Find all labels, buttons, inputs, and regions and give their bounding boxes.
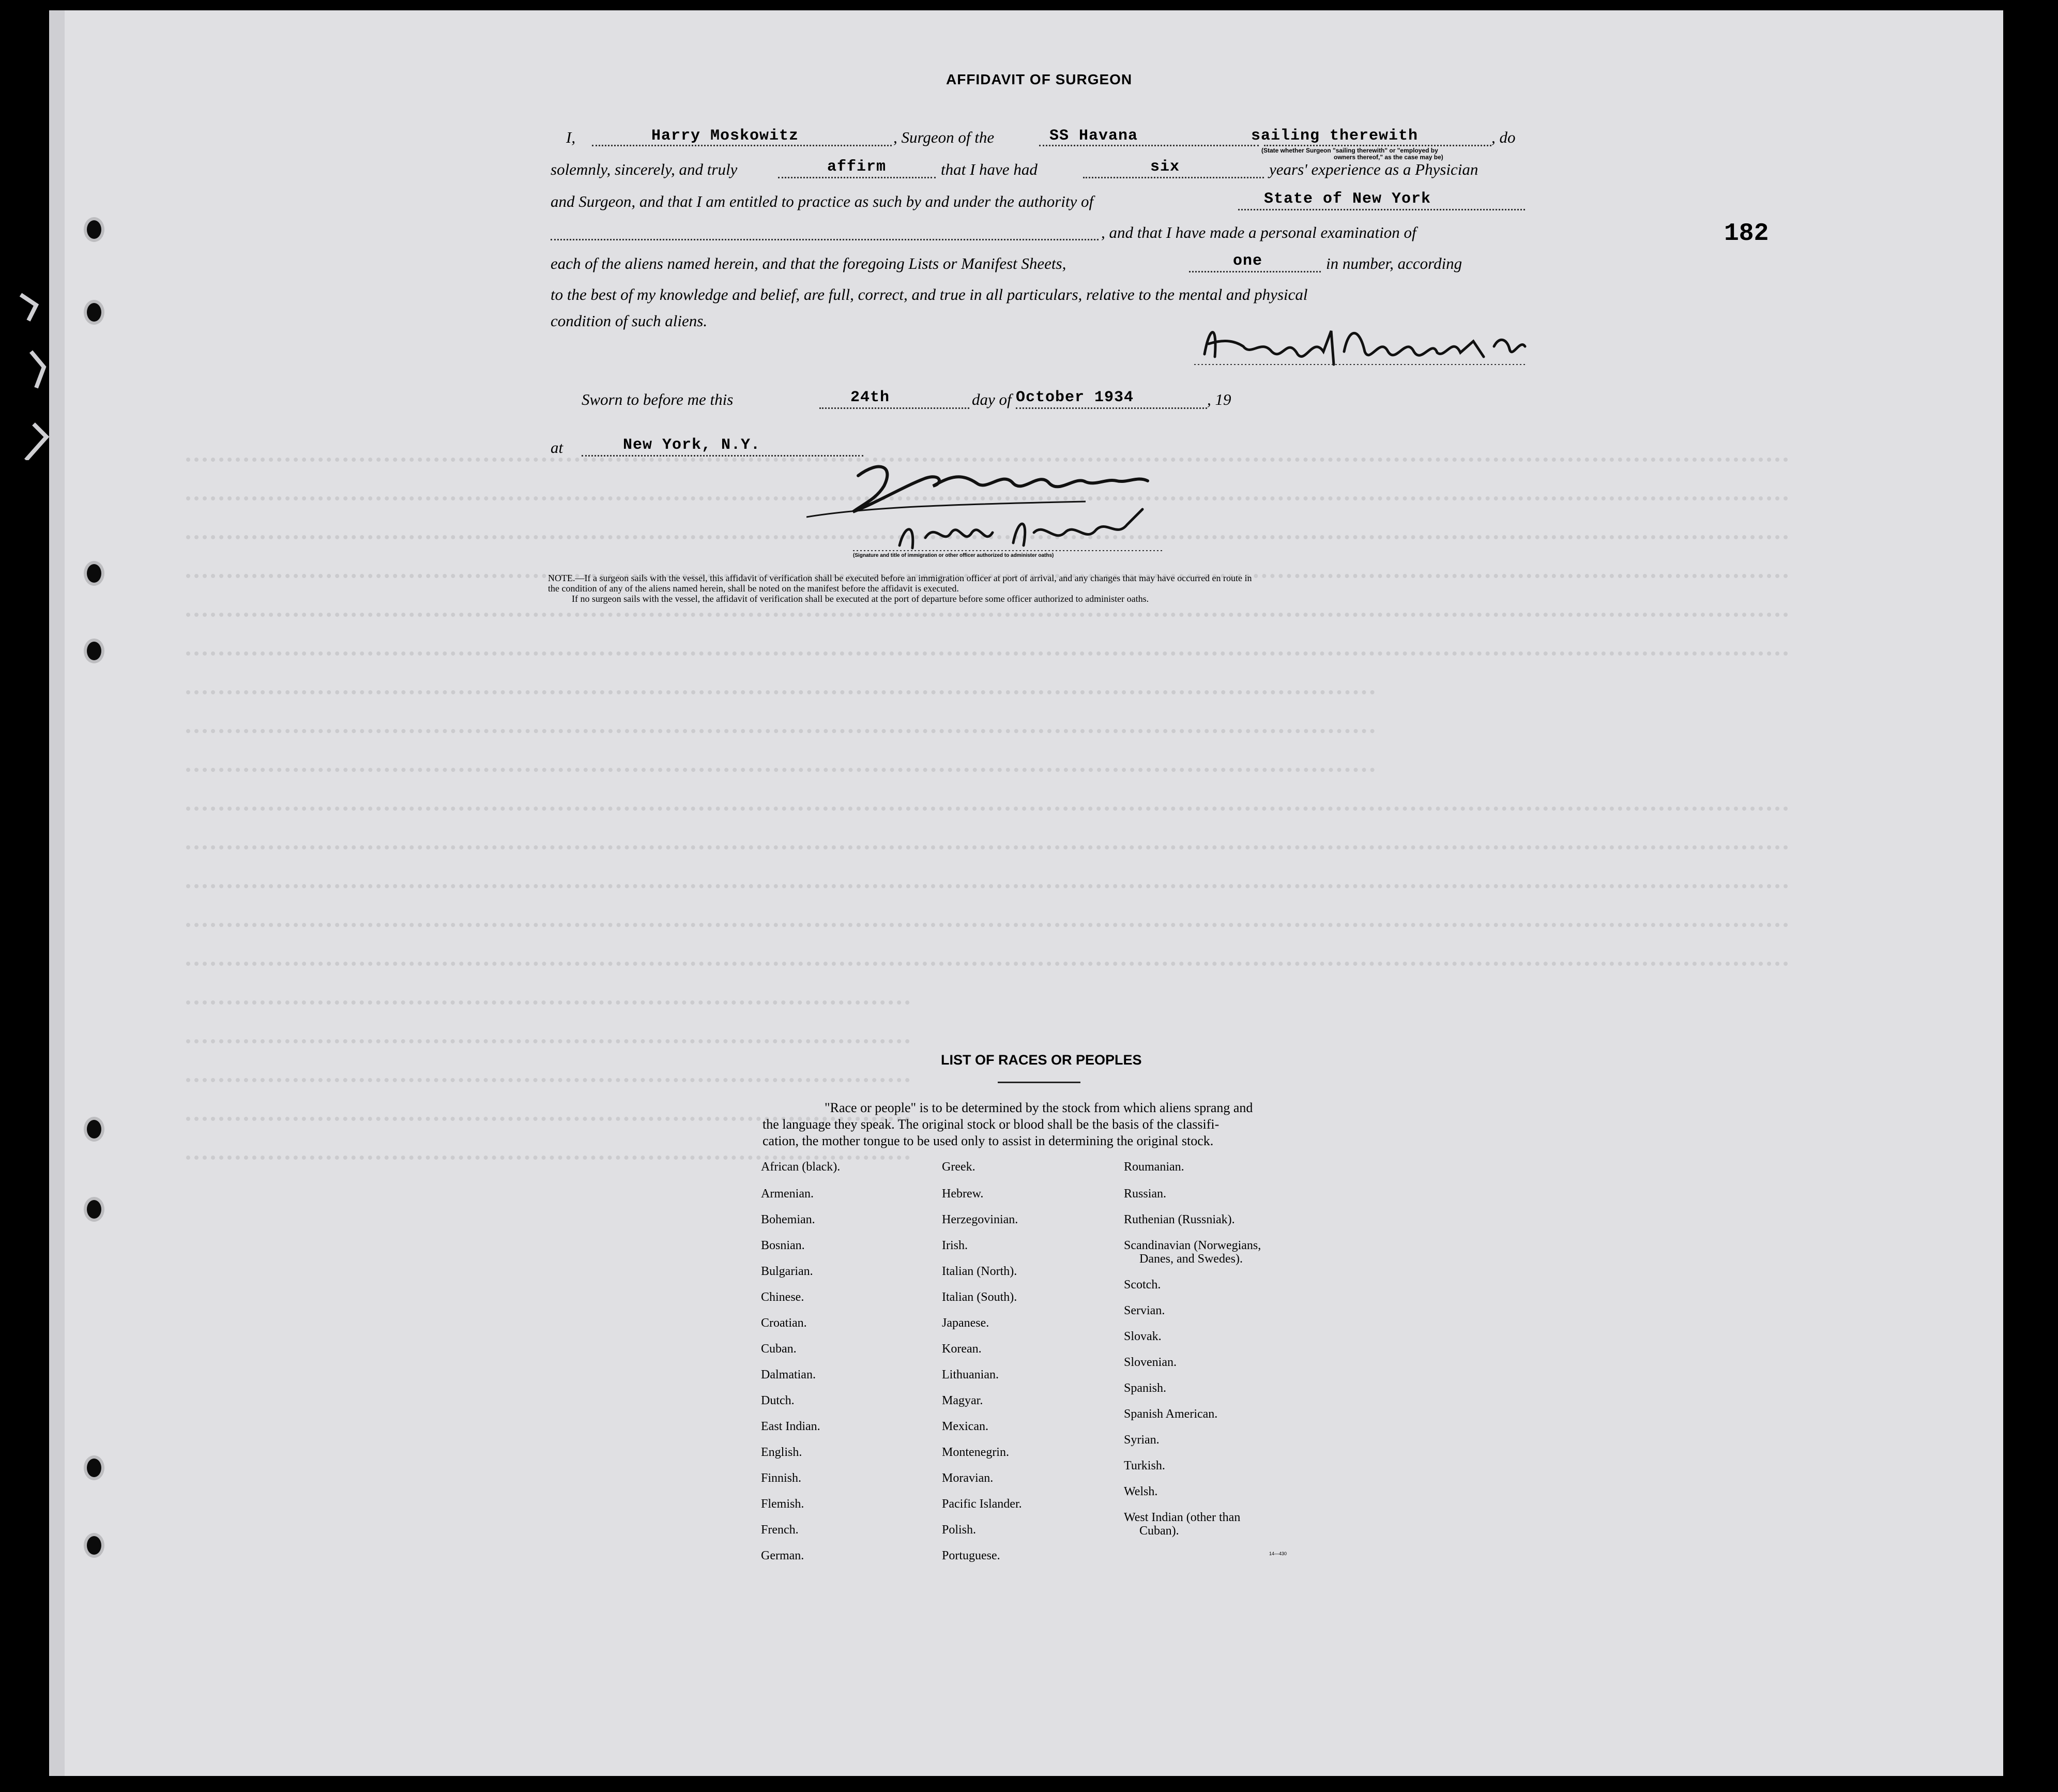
line6-text: to the best of my knowledge and belief, are full, correct, and true in all particulars, relative to the mental and physical: [551, 285, 1308, 303]
binder-hole: [84, 217, 104, 242]
status-instruction-line: owners thereof," as the case may be): [1334, 154, 1443, 161]
sworn-prefix: Sworn to before me this: [582, 390, 734, 408]
race-item: African (black).: [761, 1160, 841, 1174]
race-item: Roumanian.: [1124, 1160, 1184, 1174]
race-item: Cuban.: [761, 1342, 797, 1356]
line5-end: in number, according: [1326, 254, 1462, 272]
surgeon-status: sailing therewith: [1251, 127, 1419, 145]
race-item: Scotch.: [1124, 1278, 1161, 1292]
race-item: Welsh.: [1124, 1485, 1158, 1498]
race-item: Scandinavian (Norwegians,: [1124, 1239, 1261, 1252]
line2-prefix: solemnly, sincerely, and truly: [551, 160, 738, 178]
race-item: Polish.: [942, 1523, 977, 1537]
race-item-continued: Danes, and Swedes).: [1139, 1252, 1243, 1266]
race-item: Moravian.: [942, 1471, 994, 1485]
line1-prefix: I,: [566, 128, 576, 146]
title-rule: [998, 1082, 1080, 1083]
race-item: Spanish.: [1124, 1381, 1167, 1395]
race-item: Italian (North).: [942, 1265, 1017, 1278]
sheet-count: one: [1233, 252, 1263, 270]
binder-hole: [84, 639, 104, 663]
fill-line: [1189, 271, 1321, 272]
fill-line: [551, 239, 1099, 240]
affidavit-title: AFFIDAVIT OF SURGEON: [946, 71, 1133, 87]
authority: State of New York: [1264, 190, 1431, 208]
sworn-day: 24th: [850, 389, 890, 406]
fill-line: [819, 407, 969, 409]
binder-hole: [84, 1455, 104, 1480]
fill-line: [1264, 145, 1491, 146]
race-item: West Indian (other than: [1124, 1511, 1241, 1524]
binder-hole: [84, 300, 104, 325]
race-item: Dutch.: [761, 1394, 795, 1407]
signature-label: (Signature and title of immigration or other officer authorized to administer oaths): [853, 553, 1054, 558]
race-item: Finnish.: [761, 1471, 802, 1485]
race-item: Japanese.: [942, 1316, 989, 1330]
years-experience: six: [1150, 158, 1180, 176]
form-code: 14—430: [1269, 1551, 1287, 1556]
race-item: Spanish American.: [1124, 1407, 1218, 1421]
vessel-name: SS Havana: [1049, 127, 1138, 145]
race-item: Ruthenian (Russniak).: [1124, 1213, 1235, 1226]
sworn-place: New York, N.Y.: [623, 436, 761, 454]
race-item: Italian (South).: [942, 1290, 1017, 1304]
at-label: at: [551, 438, 563, 457]
note-line-2: the condition of any of the aliens named herein, shall be noted on the manifest before the affidavit is executed.: [548, 583, 959, 594]
binder-hole: [84, 1533, 104, 1558]
race-item: Slovak.: [1124, 1330, 1162, 1343]
surgeon-name: Harry Moskowitz: [651, 127, 799, 145]
officer-signature: [806, 455, 1168, 558]
intro-line-1: "Race or people" is to be determined by the stock from which aliens sprang and: [825, 1100, 1253, 1115]
race-item: Dalmatian.: [761, 1368, 816, 1381]
race-item: Syrian.: [1124, 1433, 1160, 1447]
affirm-verb: affirm: [827, 158, 887, 176]
fill-line: [778, 177, 936, 178]
page-number: 182: [1724, 220, 1769, 248]
race-item: East Indian.: [761, 1420, 820, 1433]
race-item: Greek.: [942, 1160, 975, 1174]
race-item: French.: [761, 1523, 799, 1537]
race-item: Chinese.: [761, 1290, 804, 1304]
intro-line-2: the language they speak. The original stock or blood shall be the basis of the classifi-: [763, 1117, 1219, 1132]
sworn-end: , 19: [1207, 390, 1231, 408]
line2-mid: that I have had: [941, 160, 1038, 178]
race-item: Portuguese.: [942, 1549, 1000, 1562]
race-item: Bohemian.: [761, 1213, 815, 1226]
race-item: Magyar.: [942, 1394, 983, 1407]
intro-line-3: cation, the mother tongue to be used only to assist in determining the original stock.: [763, 1133, 1214, 1148]
race-item: Slovenian.: [1124, 1356, 1177, 1369]
race-item: Turkish.: [1124, 1459, 1165, 1472]
race-item: Herzegovinian.: [942, 1213, 1018, 1226]
binder-hole: [84, 1197, 104, 1222]
fill-line: [1016, 407, 1207, 409]
surgeon-signature: [1194, 315, 1535, 372]
race-item: Servian.: [1124, 1304, 1165, 1317]
sheet-left-edge: [49, 10, 65, 1776]
race-item: Bosnian.: [761, 1239, 805, 1252]
binder-hole: [84, 561, 104, 586]
races-title: LIST OF RACES OR PEOPLES: [941, 1052, 1142, 1068]
race-item: Mexican.: [942, 1420, 988, 1433]
line2-end: years' experience as a Physician: [1269, 160, 1478, 178]
line1-end: , do: [1491, 128, 1516, 146]
fill-line: [1083, 177, 1264, 178]
race-item: Armenian.: [761, 1187, 814, 1201]
race-item: Irish.: [942, 1239, 968, 1252]
race-item: Pacific Islander.: [942, 1497, 1022, 1511]
fill-line: [1039, 145, 1259, 146]
sworn-month-year: October 1934: [1016, 389, 1134, 406]
status-instruction-line: (State whether Surgeon "sailing therewith" or "employed by: [1261, 147, 1438, 154]
line5-text: each of the aliens named herein, and that the foregoing Lists or Manifest Sheets,: [551, 254, 1066, 272]
race-item: English.: [761, 1446, 802, 1459]
fill-line: [592, 145, 892, 146]
race-item: Russian.: [1124, 1187, 1167, 1201]
note-line-3: If no surgeon sails with the vessel, the affidavit of verification shall be executed at the port of departure before some officer authorized to administer oaths.: [572, 594, 1149, 604]
line4-text: , and that I have made a personal examination of: [1101, 223, 1416, 241]
race-item-continued: Cuban).: [1139, 1524, 1179, 1538]
race-item: Montenegrin.: [942, 1446, 1009, 1459]
status-instruction: [1261, 147, 1443, 161]
bleed-through-rows: [186, 445, 1840, 1210]
binder-hole: [84, 1117, 104, 1142]
torn-edge: [0, 290, 78, 460]
line1-mid: , Surgeon of the: [893, 128, 995, 146]
race-item: Hebrew.: [942, 1187, 984, 1201]
line3-text: and Surgeon, and that I am entitled to practice as such by and under the authority of: [551, 192, 1094, 210]
race-item: German.: [761, 1549, 804, 1562]
race-item: Korean.: [942, 1342, 982, 1356]
fill-line: [1238, 209, 1525, 210]
race-item: Lithuanian.: [942, 1368, 999, 1381]
sworn-mid: day of: [972, 390, 1012, 408]
race-item: Bulgarian.: [761, 1265, 813, 1278]
line7-text: condition of such aliens.: [551, 312, 708, 330]
race-item: Croatian.: [761, 1316, 807, 1330]
race-item: Flemish.: [761, 1497, 804, 1511]
note-line-1: NOTE.—If a surgeon sails with the vessel, this affidavit of verification shall be executed before an immigration officer at port of arrival, and any changes that may have occurred en route in: [548, 573, 1252, 583]
